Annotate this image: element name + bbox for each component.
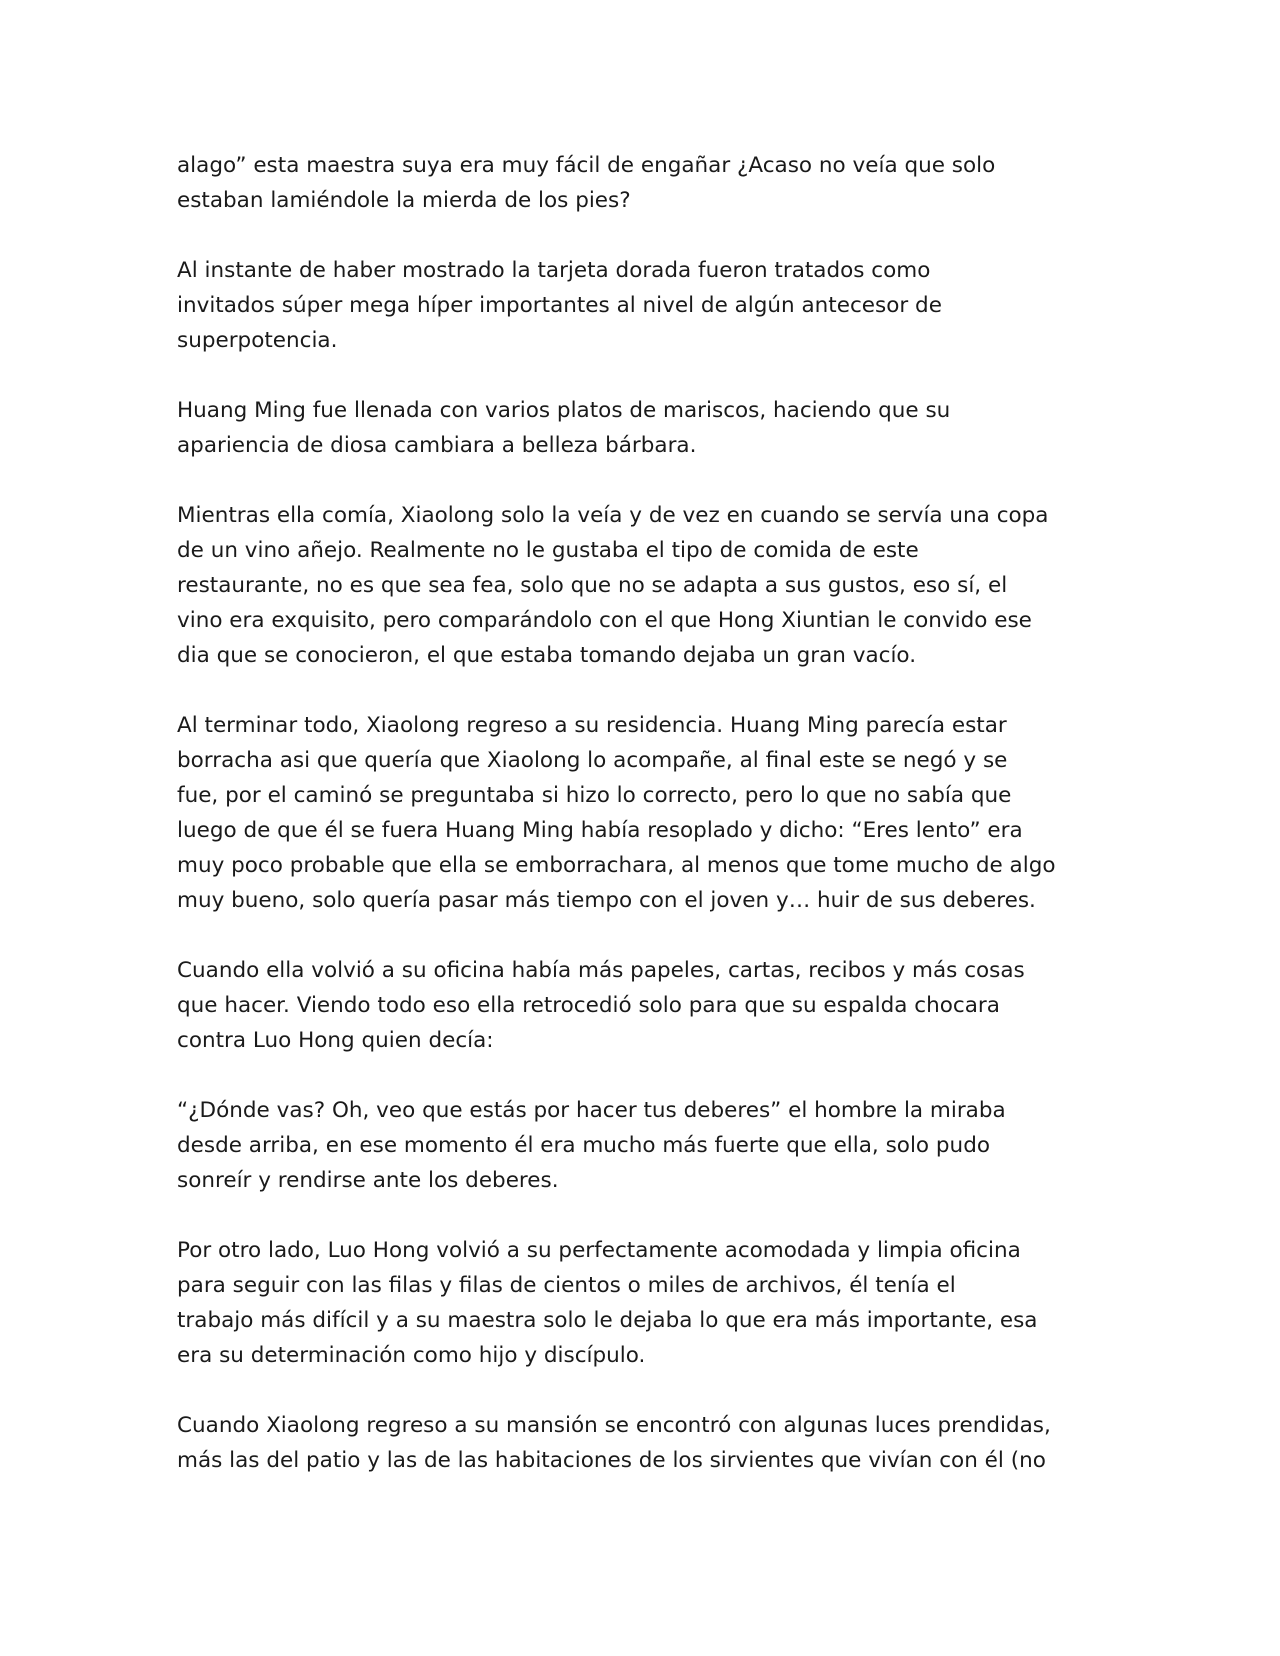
text-line: sonreír y rendirse ante los deberes.	[177, 1168, 559, 1193]
text-line: alago” esta maestra suya era muy fácil de engañar ¿Acaso no veía que solo	[177, 153, 996, 178]
text-line: dia que se conocieron, el que estaba tomando dejaba un gran vacío.	[177, 643, 917, 668]
text-line: apariencia de diosa cambiara a belleza bárbara.	[177, 433, 697, 458]
text-line: que hacer. Viendo todo eso ella retrocedió solo para que su espalda chocara	[177, 993, 1000, 1018]
text-line: luego de que él se fuera Huang Ming había resoplado y dicho: “Eres lento” era	[177, 818, 1023, 843]
text-line: era su determinación como hijo y discípulo.	[177, 1343, 646, 1368]
text-line: estaban lamiéndole la mierda de los pies?	[177, 188, 631, 213]
text-line: muy poco probable que ella se emborrachara, al menos que tome mucho de algo	[177, 853, 1056, 878]
text-line: Cuando Xiaolong regreso a su mansión se encontró con algunas luces prendidas,	[177, 1413, 1051, 1438]
document-body	[177, 148, 1117, 1513]
text-line: “¿Dónde vas? Oh, veo que estás por hacer tus deberes” el hombre la miraba	[177, 1098, 1006, 1123]
text-line: para seguir con las filas y filas de cientos o miles de archivos, él tenía el	[177, 1273, 956, 1298]
paragraph	[177, 393, 1117, 463]
text-line: Al instante de haber mostrado la tarjeta dorada fueron tratados como	[177, 258, 931, 283]
paragraph	[177, 708, 1117, 918]
text-line: Huang Ming fue llenada con varios platos de mariscos, haciendo que su	[177, 398, 951, 423]
paragraph	[177, 253, 1117, 358]
text-line: Cuando ella volvió a su oficina había más papeles, cartas, recibos y más cosas	[177, 958, 1025, 983]
text-line: invitados súper mega híper importantes al nivel de algún antecesor de	[177, 293, 942, 318]
paragraph	[177, 1233, 1117, 1373]
text-line: Mientras ella comía, Xiaolong solo la veía y de vez en cuando se servía una copa	[177, 503, 1049, 528]
text-line: Al terminar todo, Xiaolong regreso a su residencia. Huang Ming parecía estar	[177, 713, 1007, 738]
text-line: Por otro lado, Luo Hong volvió a su perfectamente acomodada y limpia oficina	[177, 1238, 1021, 1263]
paragraph	[177, 1408, 1117, 1478]
text-line: contra Luo Hong quien decía:	[177, 1028, 494, 1053]
paragraph	[177, 148, 1117, 218]
text-line: restaurante, no es que sea fea, solo que no se adapta a sus gustos, eso sí, el	[177, 573, 1008, 598]
text-line: muy bueno, solo quería pasar más tiempo con el joven y… huir de sus deberes.	[177, 888, 1036, 913]
text-line: borracha asi que quería que Xiaolong lo acompañe, al final este se negó y se	[177, 748, 1008, 773]
text-line: vino era exquisito, pero comparándolo con el que Hong Xiuntian le convido ese	[177, 608, 1032, 633]
paragraph	[177, 498, 1117, 673]
text-line: más las del patio y las de las habitaciones de los sirvientes que vivían con él (no	[177, 1448, 1046, 1473]
paragraph	[177, 1093, 1117, 1198]
text-line: desde arriba, en ese momento él era mucho más fuerte que ella, solo pudo	[177, 1133, 990, 1158]
text-line: fue, por el caminó se preguntaba si hizo lo correcto, pero lo que no sabía que	[177, 783, 1012, 808]
text-line: de un vino añejo. Realmente no le gustaba el tipo de comida de este	[177, 538, 919, 563]
text-line: superpotencia.	[177, 328, 338, 353]
paragraph	[177, 953, 1117, 1058]
text-line: trabajo más difícil y a su maestra solo le dejaba lo que era más importante, esa	[177, 1308, 1038, 1333]
